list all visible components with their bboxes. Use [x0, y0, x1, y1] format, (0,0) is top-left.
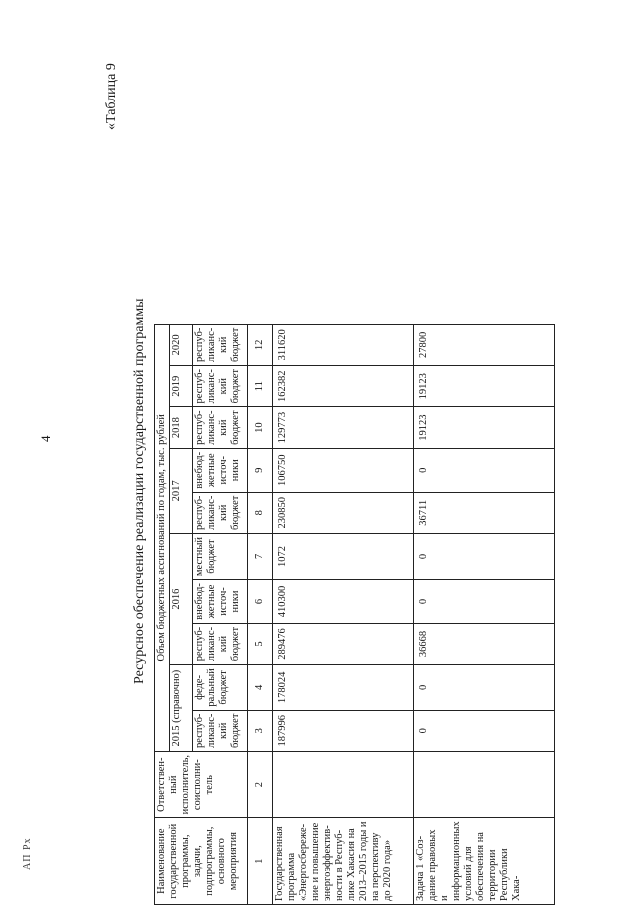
value-cell: 36668 [414, 623, 555, 664]
table-wrapper [154, 67, 522, 905]
column-number: 9 [248, 448, 273, 492]
value-cell: 1072 [273, 533, 414, 579]
responsible-cell [414, 751, 555, 817]
program-name: Государственная программа «Энергосбереже-ние и повышение энергоэффектив-ности в Респуб-лике Хакасия на 2013–2015 годы и на перспективу до 2020 года» [273, 818, 414, 905]
value-cell: 178024 [273, 665, 414, 710]
page-number: 4 [38, 435, 53, 442]
header-row-top [155, 324, 170, 904]
value-cell: 106750 [273, 448, 414, 492]
value-cell: 230850 [273, 492, 414, 533]
table-label: «Таблица 9 [104, 63, 119, 130]
column-number: 5 [248, 623, 273, 664]
value-cell: 19123 [414, 407, 555, 448]
year-2020: 2020 [170, 324, 193, 365]
source-header: респуб-ликанс-кий бюджет [193, 710, 248, 751]
value-cell: 311620 [273, 324, 414, 365]
source-header: феде-ральный бюджет [193, 665, 248, 710]
resource-table [154, 324, 555, 905]
value-cell: 0 [414, 448, 555, 492]
year-2015: 2015 (справочно) [170, 665, 193, 752]
year-2017: 2017 [170, 448, 193, 533]
column-number: 4 [248, 665, 273, 710]
year-2018: 2018 [170, 407, 193, 448]
source-header: внебюд-жетные источ-ники [193, 580, 248, 624]
column-number: 12 [248, 324, 273, 365]
value-cell: 187996 [273, 710, 414, 751]
value-cell: 19123 [414, 366, 555, 407]
value-cell: 0 [414, 710, 555, 751]
value-cell: 0 [414, 665, 555, 710]
value-cell: 27800 [414, 324, 555, 365]
value-cell: 0 [414, 533, 555, 579]
value-cell: 162382 [273, 366, 414, 407]
value-cell: 36711 [414, 492, 555, 533]
source-header: респуб-ликанс-кий бюджет [193, 324, 248, 365]
year-2016: 2016 [170, 533, 193, 664]
source-header: респуб-ликанс-кий бюджет [193, 407, 248, 448]
table-row [273, 324, 414, 904]
column-number: 7 [248, 533, 273, 579]
value-cell: 0 [414, 580, 555, 624]
source-header: респуб-ликанс-кий бюджет [193, 366, 248, 407]
value-cell: 410300 [273, 580, 414, 624]
column-number: 8 [248, 492, 273, 533]
column-number: 10 [248, 407, 273, 448]
value-cell: 129773 [273, 407, 414, 448]
task-name: Задача 1 «Соз-дание правовых и информационных условий для обеспечения на территории Республики Хака- [414, 818, 555, 905]
column-number: 1 [248, 818, 273, 905]
column-number: 11 [248, 366, 273, 407]
column-number: 2 [248, 751, 273, 817]
source-header: респуб-ликанс-кий бюджет [193, 623, 248, 664]
table-row [414, 324, 555, 904]
document-title: Ресурсное обеспечение реализации государственной программы [132, 298, 147, 684]
column-number: 6 [248, 580, 273, 624]
year-2019: 2019 [170, 366, 193, 407]
header-name: Наименование государственной программы, задачи, подпрограммы, основного мероприятия [155, 818, 248, 905]
source-header: респуб-ликанс-кий бюджет [193, 492, 248, 533]
value-cell: 289476 [273, 623, 414, 664]
source-header: местный бюджет [193, 533, 248, 579]
source-header: внебюд-жетные источ-ники [193, 448, 248, 492]
header-volume: Объем бюджетных ассигнований по годам, тыс. рублей [155, 324, 170, 751]
header-responsible: Ответствен-ный исполнитель, соисполни-тель [155, 751, 248, 817]
column-number-row [248, 324, 273, 904]
column-number: 3 [248, 710, 273, 751]
responsible-cell [273, 751, 414, 817]
footer-mark: АП Рх [22, 837, 33, 870]
